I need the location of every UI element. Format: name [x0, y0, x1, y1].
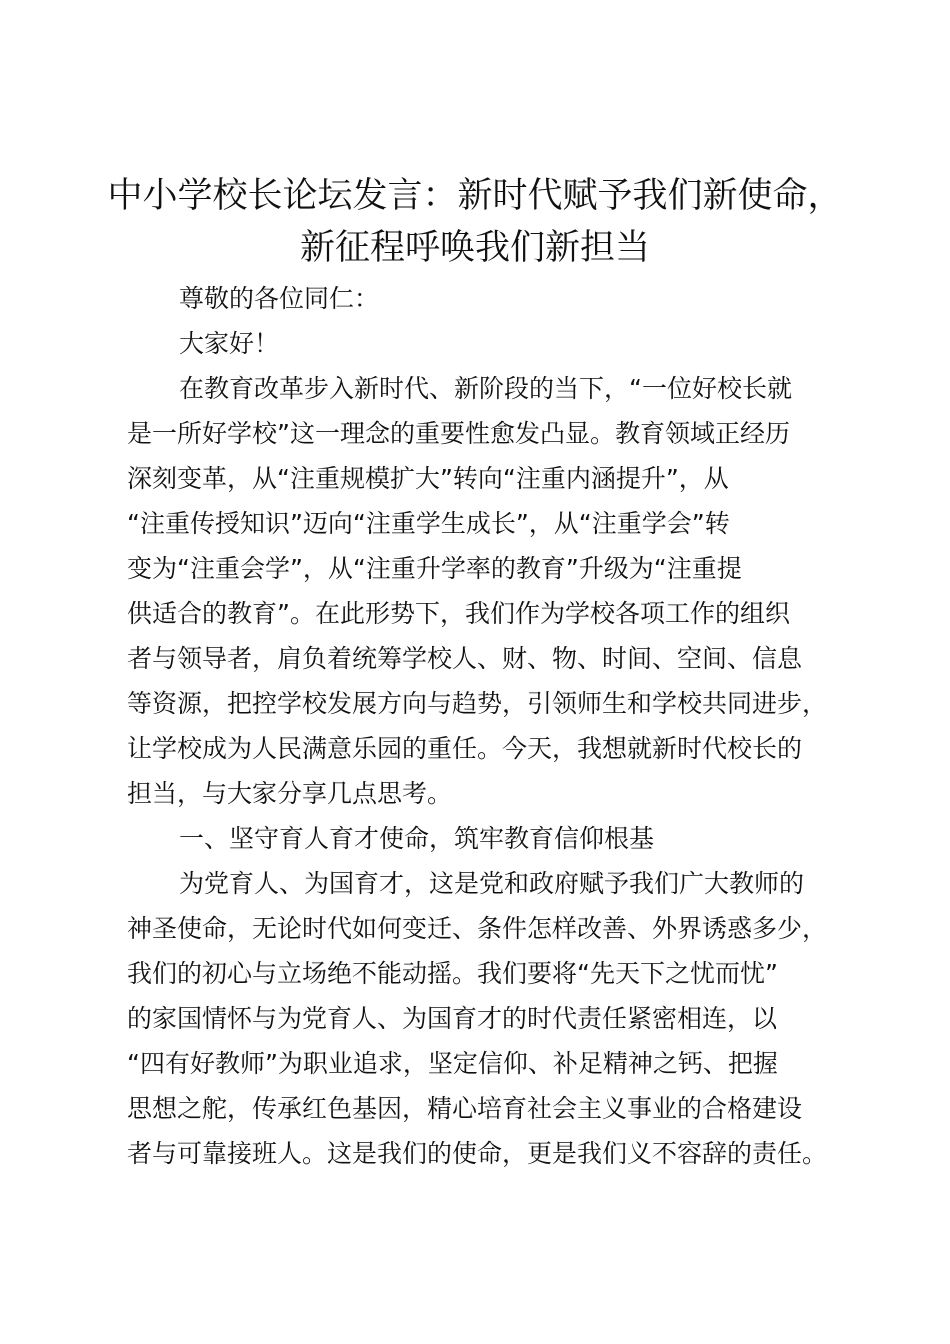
paragraph-intro [127, 366, 857, 816]
paragraph-line: 在教育改革步入新时代、新阶段的当下，“一位好校长就 [179, 374, 792, 403]
paragraph-line: 变为“注重会学”，从“注重升学率的教育”升级为“注重提 [127, 554, 742, 583]
paragraph-line: 担当，与大家分享几点思考。 [127, 779, 453, 808]
paragraph-line: 思想之舵，传承红色基因，精心培育社会主义事业的合格建设 [127, 1094, 803, 1123]
document-body [127, 276, 857, 1176]
paragraph-line: 让学校成为人民满意乐园的重任。今天，我想就新时代校长的 [127, 734, 803, 763]
paragraph-line: 者与可靠接班人。这是我们的使命，更是我们义不容辞的责任。 [127, 1139, 828, 1168]
paragraph-line: 等资源，把控学校发展方向与趋势，引领师生和学校共同进步， [127, 689, 828, 718]
paragraph-line: 者与领导者，肩负着统筹学校人、财、物、时间、空间、信息 [127, 644, 803, 673]
paragraph-line: 是一所好学校”这一理念的重要性愈发凸显。教育领域正经历 [127, 419, 790, 448]
greeting: 大家好！ [179, 329, 280, 358]
section-heading-1: 一、坚守育人育才使命，筑牢教育信仰根基 [179, 824, 655, 853]
paragraph-line: 为党育人、为国育才，这是党和政府赋予我们广大教师的 [179, 869, 805, 898]
paragraph-line: “注重传授知识”迈向“注重学生成长”，从“注重学会”转 [127, 509, 730, 538]
paragraph-line: 供适合的教育”。在此形势下，我们作为学校各项工作的组织 [127, 599, 790, 628]
paragraph-line: 的家国情怀与为党育人、为国育才的时代责任紧密相连，以 [127, 1004, 778, 1033]
salutation: 尊敬的各位同仁： [179, 284, 380, 313]
document-title [100, 170, 850, 274]
paragraph-line: 深刻变革，从“注重规模扩大”转向“注重内涵提升”，从 [127, 464, 729, 493]
paragraph-section-1 [127, 861, 857, 1176]
paragraph-line: 神圣使命，无论时代如何变迁、条件怎样改善、外界诱惑多少， [127, 914, 828, 943]
title-line-1: 中小学校长论坛发言：新时代赋予我们新使命， [107, 176, 843, 216]
paragraph-line: “四有好教师”为职业追求，坚定信仰、补足精神之钙、把握 [127, 1049, 778, 1078]
paragraph-line: 我们的初心与立场绝不能动摇。我们要将“先天下之忧而忧” [127, 959, 778, 988]
title-line-2: 新征程呼唤我们新担当 [299, 228, 650, 268]
